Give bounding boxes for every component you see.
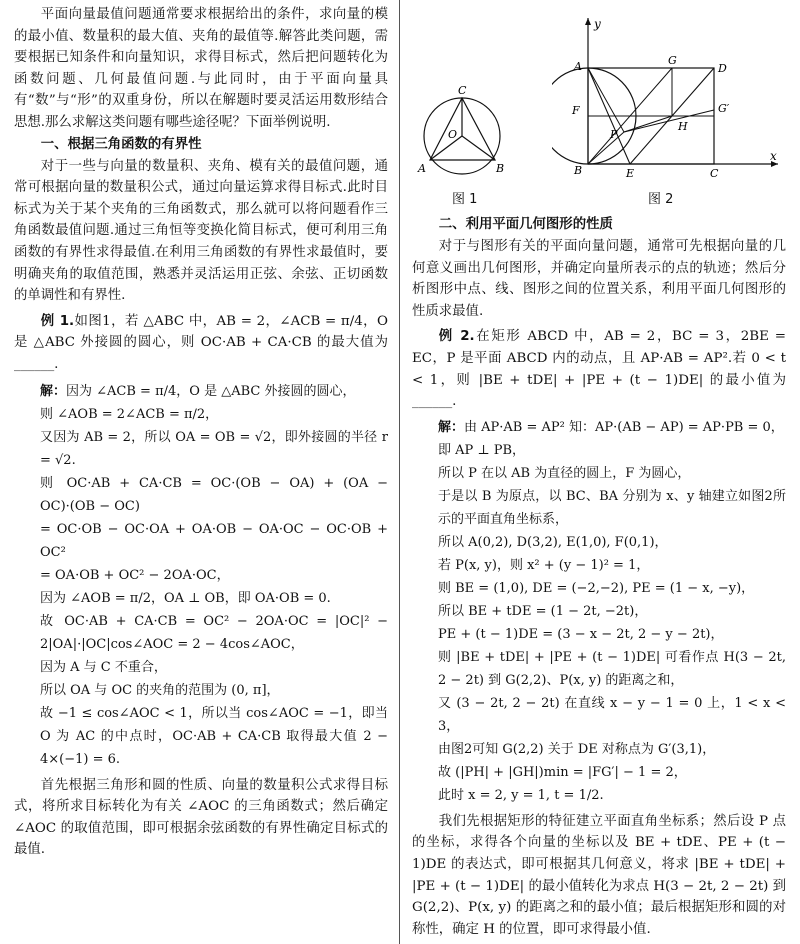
example-2-label: 例 2. [438,329,475,345]
fig1-label-C: C [458,84,467,97]
fig2-label-P: P [610,128,618,141]
example-1 [14,311,388,376]
example-2 [412,326,786,412]
solution-2-line-6: 若 P(x, y)，则 x² + (y − 1)² = 1， [438,557,650,573]
solution-2-line-4: 于是以 B 为原点，以 BC、BA 分别为 x、y 轴建立如图2所示的平面直角坐标系， [438,488,786,527]
solution-2-line-10: 则 |BE + tDE| + |PE + (t − 1)DE| 可看作点 H(3 − 2t, 2 − 2t) 到 G(2,2)、P(x, y) 的距离之和， [438,649,786,688]
left-column [14,4,388,861]
example-1-label: 例 1. [40,313,75,329]
example-1-text: 如图1，若 △ABC 中，AB = 2，∠ACB = π/4，O 是 △ABC 外接圆的圆心，则 OC·AB + CA·CB 的最大值为______. [14,313,388,372]
solution-1-line-8: 故 OC·AB + CA·CB = OC² − 2OA·OC = |OC|² − 2|OA|·|OC|cos∠AOC = 2 − 4cos∠AOC， [40,613,388,652]
figure-2-caption: 图 2 [648,192,674,207]
solution-1-line-4: 则 OC·AB + CA·CB = OC·(OB − OA) + (OA − OC)·(OB − OC) [40,475,388,514]
section-2-paragraph: 对于与图形有关的平面向量问题，通常可先根据向量的几何意义画出几何图形，并确定向量所表示的点的轨迹；然后分析图形中点、线、图形之间的位置关系，利用平面几何图形的性质求最值. [412,239,786,319]
solution-2-line-3: 所以 P 在以 AB 为直径的圆上，F 为圆心， [438,465,691,481]
figure-2-rectangle-coordinates [552,14,784,182]
column-divider [399,0,400,944]
solution-2-line-5: 所以 A(0,2), D(3,2), E(1,0), F(0,1)， [438,534,668,550]
solution-1-line-2: 则 ∠AOB = 2∠ACB = π/2， [40,406,219,422]
solution-1-line-11: 故 −1 ≤ cos∠AOC < 1，所以当 cos∠AOC = −1，即当 O 为 AC 的中点时，OC·AB + CA·CB 取得最大值 2 − 4×(−1) = 6. [40,705,388,767]
right-column [412,4,786,940]
solution-2-line-12: 由图2可知 G(2,2) 关于 DE 对称点为 G′(3,1)， [438,741,716,757]
solution-2-line-1: 解：由 AP·AB = AP² 知：AP·(AB − AP) = AP·PB = 0， [438,419,784,435]
solution-2-line-7: 则 BE = (1,0), DE = (−2,−2), PE = (1 − x, −y)， [438,580,755,596]
solution-2-line-13: 故 (|PH| + |GH|)min = |FG′| − 1 = 2， [438,764,687,780]
solution-1-line-1: 解：因为 ∠ACB = π/4，O 是 △ABC 外接圆的圆心， [40,383,356,399]
fig2-label-A: A [574,60,582,73]
intro-paragraph: 平面向量最值问题通常要求根据给出的条件，求向量的模的最小值、数量积的最大值、夹角的最值等.解答此类问题，需要根据已知条件和向量知识，求得目标式，然后把问题转化为函数问题、几何最值问题.与此同时，由于平面向量具有“数”与“形”的双重身份，所以在解题时要灵活运用数形结合思想.那么求解这类问题有哪些途径呢？下面举例说明. [14,7,388,130]
example-2-text: 在矩形 ABCD 中，AB = 2，BC = 3，2BE = EC，P 是平面 ABCD 内的动点，且 AP·AB = AP².若 0 < t < 1，则 |BE + tDE| + |PE + (t − 1)DE| 的最小值为______. [412,329,786,410]
fig2-label-E: E [626,167,635,180]
summary-1: 首先根据三角形和圆的性质、向量的数量积公式求得目标式，将所求目标转化为有关 ∠AOC 的三角函数式；然后确定 ∠AOC 的取值范围，即可根据余弦函数的有界性确定目标式的最值. [14,777,388,858]
fig2-label-G: G [668,54,677,67]
solution-2-label: 解： [438,419,465,435]
solution-2-line-11: 又 (3 − 2t, 2 − 2t) 在直线 x − y − 1 = 0 上，1 < x < 3， [438,695,786,734]
solution-2-line-14: 此时 x = 2, y = 1, t = 1/2. [438,787,604,803]
summary-2: 我们先根据矩形的特征建立平面直角坐标系；然后设 P 点的坐标，求得各个向量的坐标以及 BE + tDE、PE + (t − 1)DE 的表达式，即可根据其几何意义，将求 |BE + tDE| + |PE + (t − 1)DE| 的最小值转化为求点 H(3 − 2t, 2 − 2t) 到 G(2,2)、P(x, y) 的距离之和的最小值；最后根据矩形和圆的对称性，确定 H 的位置，即可求得最小值. [412,813,786,937]
fig2-label-x: x [770,149,777,163]
fig2-label-D: D [718,62,727,75]
solution-1-line-7: 因为 ∠AOB = π/2，OA ⊥ OB，即 OA·OB = 0. [40,590,331,606]
figures [412,4,786,214]
solution-2-line-2: 即 AP ⊥ PB， [438,442,526,458]
section-heading-1: 一、根据三角函数的有界性 [40,136,202,152]
fig1-label-A: A [418,162,426,175]
fig2-label-y: y [594,17,601,31]
solution-1-line-9: 因为 A 与 C 不重合， [40,659,167,675]
fig2-label-C: C [710,167,719,180]
solution-2-line-9: PE + (t − 1)DE = (3 − x − 2t, 2 − y − 2t)， [438,626,724,642]
fig1-label-B: B [496,162,505,175]
fig1-label-O: O [448,128,458,141]
fig2-label-G-prime: G′ [718,102,730,115]
figure-1-caption: 图 1 [452,192,478,207]
solution-1-label: 解： [40,383,67,399]
fig2-label-H: H [678,120,688,133]
solution-1-line-10: 所以 OA 与 OC 的夹角的范围为 (0, π]， [40,682,280,698]
solution-1-line-6: = OA·OB + OC² − 2OA·OC， [40,567,230,583]
solution-2-line-8: 所以 BE + tDE = (1 − 2t, −2t)， [438,603,648,619]
solution-1-line-3: 又因为 AB = 2，所以 OA = OB = √2，即外接圆的半径 r = √2. [40,429,388,468]
section-1-paragraph: 对于一些与向量的数量积、夹角、模有关的最值问题，通常可根据向量的数量积公式，通过向量运算求得目标式.此时目标式为关于某个夹角的三角函数式，那么就可以将问题看作三角函数最值问题.通过三角恒等变换化简目标式，便可利用三角函数的有界性求得最值.在利用三角函数的有界性求最值时，要明确夹角的取值范围，熟悉并灵活运用正弦、余弦、正切函数的单调性和有界性. [14,158,388,304]
solution-1-line-5: = OC·OB − OC·OA + OA·OB − OA·OC − OC·OB + OC² [40,521,388,560]
figure-1-circle-triangle [414,84,510,188]
section-heading-2: 二、利用平面几何图形的性质 [438,217,613,232]
fig2-label-B: B [574,164,583,177]
fig2-label-F: F [572,104,580,117]
